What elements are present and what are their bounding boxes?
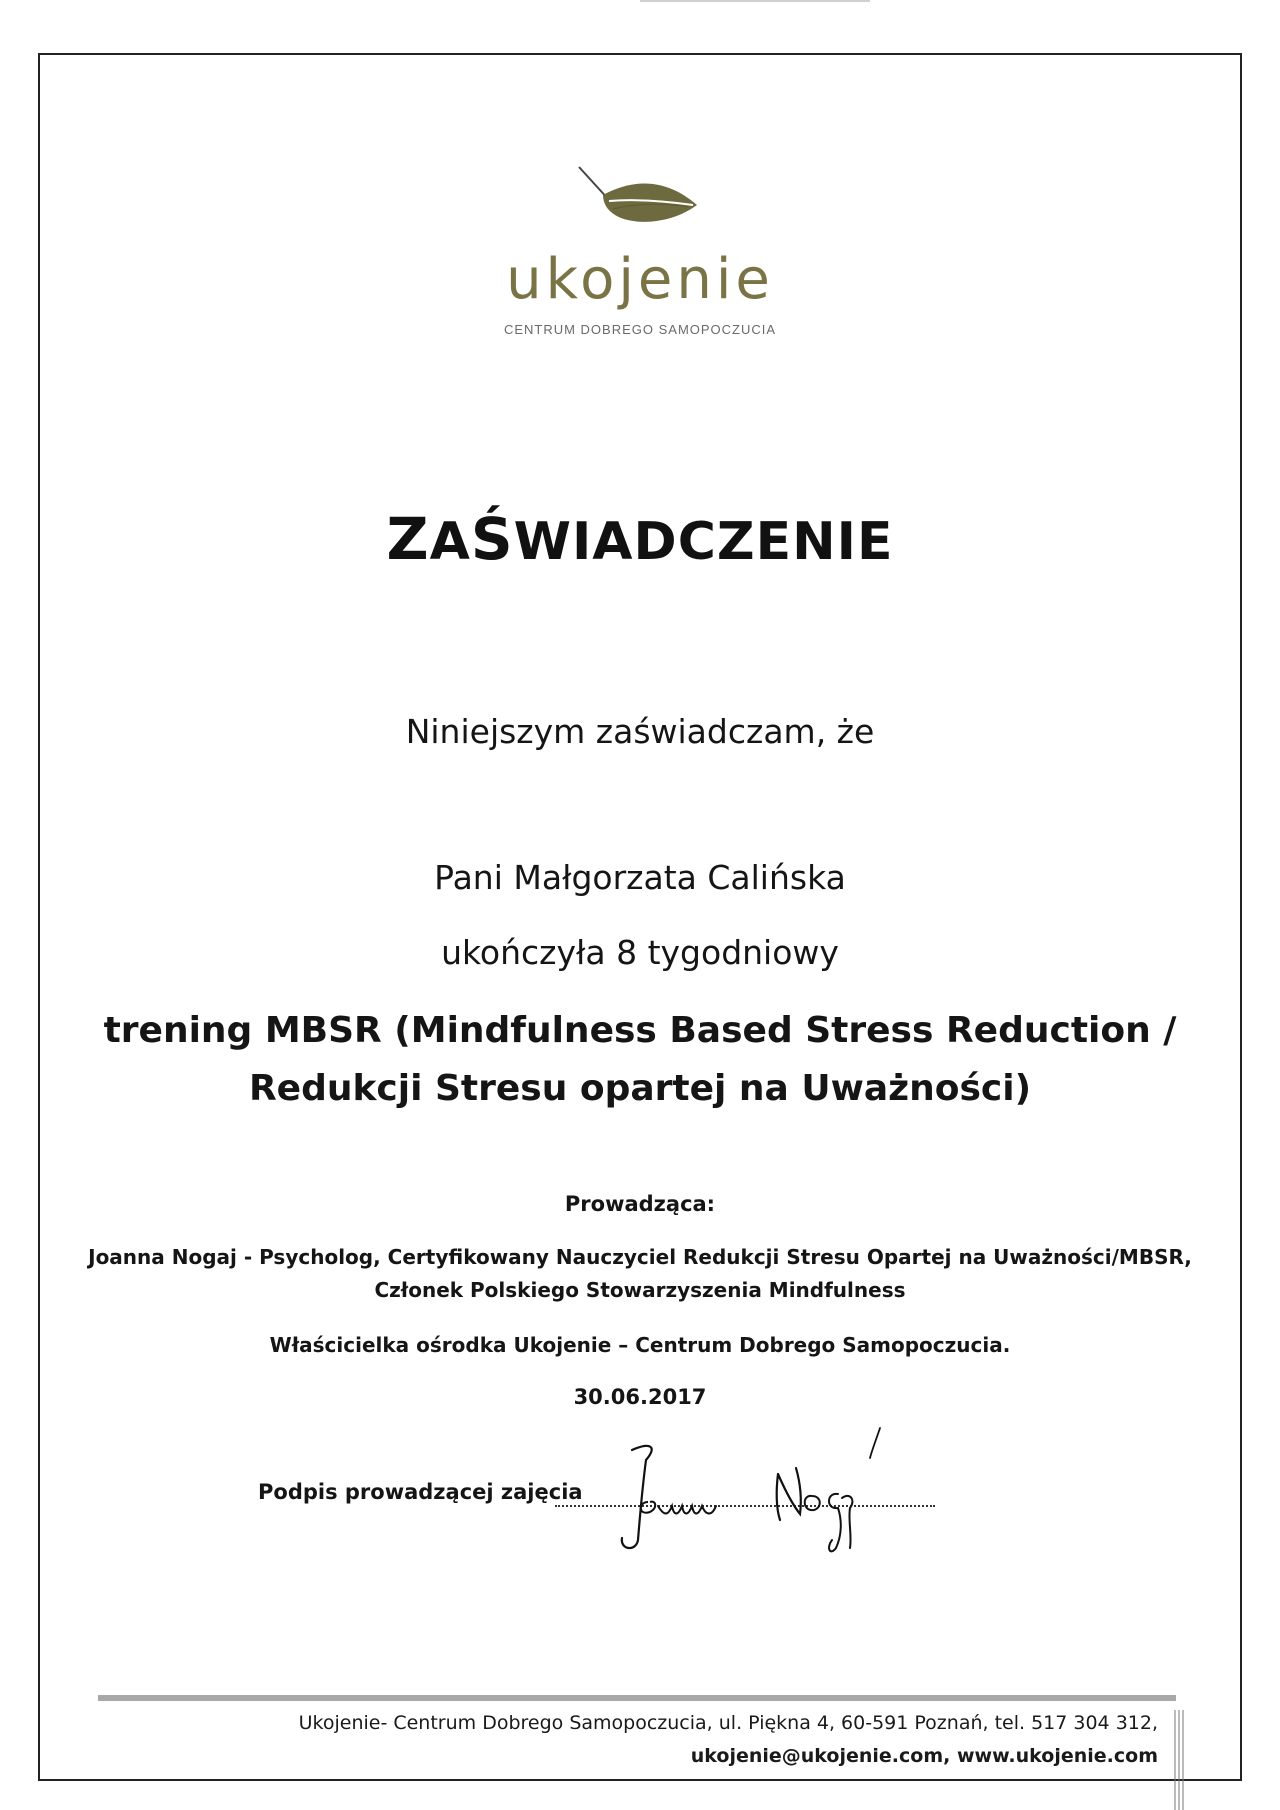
- handwritten-signature: [580, 1420, 920, 1560]
- instructor-label: Prowadząca:: [564, 1192, 716, 1216]
- footer-rule: [98, 1695, 1176, 1701]
- owner-text: Właścicielka ośrodka Ukojenie – Centrum Dobrego Samopoczucia.: [269, 1333, 1011, 1357]
- title-part-s: Ś: [470, 505, 514, 573]
- scan-edge-line: [640, 0, 870, 2]
- title-rest: WIADCZENIE: [513, 512, 894, 572]
- training-line-2: Redukcji Stresu opartej na Uważności): [248, 1068, 1032, 1109]
- footer-contact: ukojenie@ukojenie.com, www.ukojenie.com: [690, 1745, 1158, 1767]
- certificate-title: [0, 505, 1280, 573]
- leaf-icon: [565, 165, 715, 250]
- title-initial: Z: [386, 505, 430, 573]
- logo: [0, 165, 1280, 337]
- instructor-description-2: Członek Polskiego Stowarzyszenia Mindfulness: [374, 1278, 906, 1302]
- footer-address: Ukojenie- Centrum Dobrego Samopoczucia, ul. Piękna 4, 60-591 Poznań, tel. 517 304 312,: [298, 1712, 1158, 1734]
- certificate-date: 30.06.2017: [573, 1385, 707, 1409]
- logo-wordmark: ukojenie: [506, 247, 774, 312]
- instructor-description-1: Joanna Nogaj - Psycholog, Certyfikowany Nauczyciel Redukcji Stresu Opartej na Uważności/MBSR,: [88, 1245, 1192, 1269]
- training-name: [0, 1002, 1280, 1118]
- intro-text: Niniejszym zaświadczam, że: [405, 712, 875, 751]
- scan-edge-marks: [1173, 1710, 1185, 1810]
- logo-tagline: CENTRUM DOBREGO SAMOPOCZUCIA: [503, 322, 777, 337]
- completion-text: ukończyła 8 tygodniowy: [441, 933, 839, 972]
- training-line-1: trening MBSR (Mindfulness Based Stress Reduction /: [103, 1010, 1177, 1051]
- title-part-a: A: [429, 512, 471, 572]
- signature-label: Podpis prowadzącej zajęcia: [258, 1480, 583, 1504]
- recipient-name: Pani Małgorzata Calińska: [434, 858, 846, 897]
